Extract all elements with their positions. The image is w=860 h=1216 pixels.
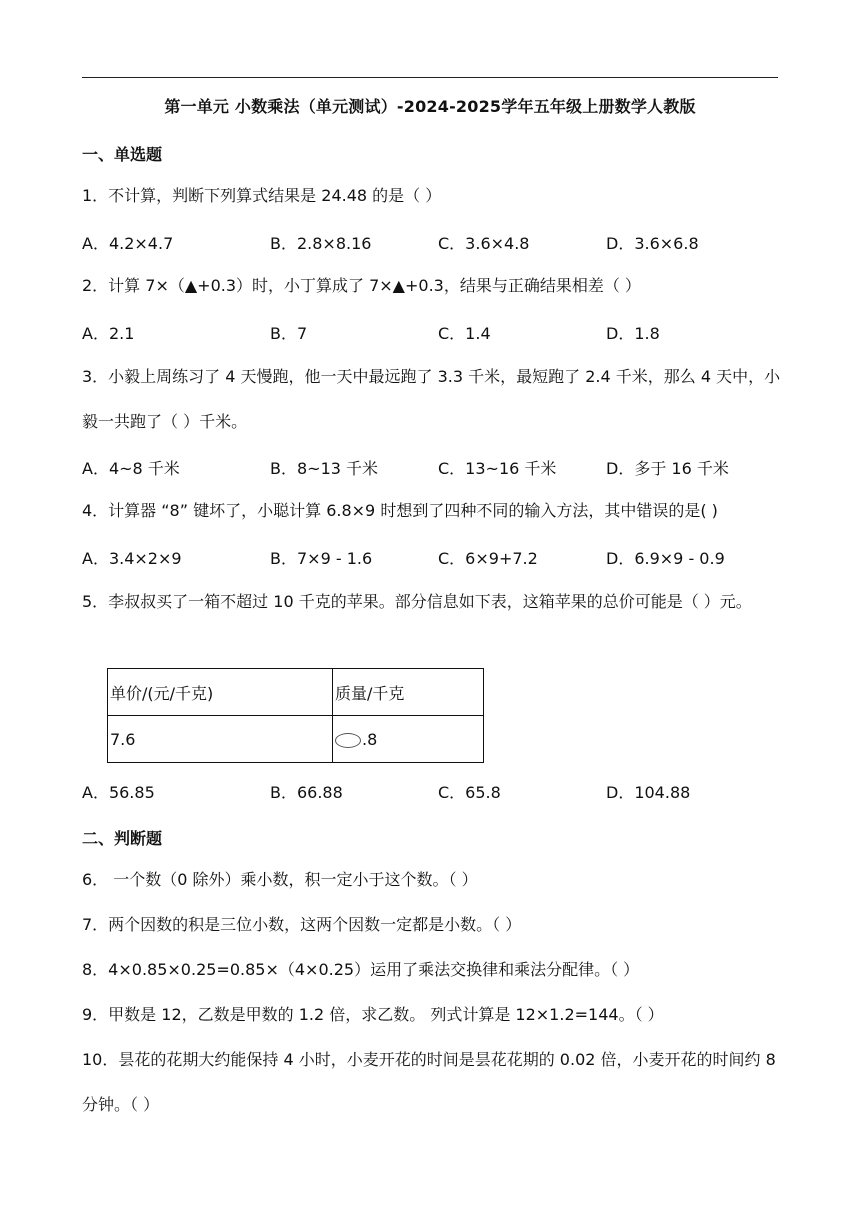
question-2: 2．计算 7×（▲+0.3）时，小丁算成了 7×▲+0.3，结果与正确结果相差（ ） [82, 276, 641, 295]
section-heading-single-choice: 一、单选题 [82, 145, 163, 164]
header-rule [82, 77, 778, 78]
q5-option-c: C．65.8 [438, 783, 501, 802]
question-9: 9．甲数是 12，乙数是甲数的 1.2 倍，求乙数。 列式计算是 12×1.2=144。（ ） [82, 1005, 664, 1024]
question-8: 8．4×0.85×0.25=0.85×（4×0.25）运用了乘法交换律和乘法分配律。（ ） [82, 960, 640, 979]
question-4: 4．计算器 “8” 键坏了，小聪计算 6.8×9 时想到了四种不同的输入方法，其中错误的是( ) [82, 501, 718, 520]
q3-option-b: B．8~13 千米 [270, 459, 379, 478]
q3-option-c: C．13~16 千米 [438, 459, 557, 478]
q1-option-d: D．3.6×6.8 [606, 234, 699, 253]
q4-option-d: D．6.9×9 - 0.9 [606, 549, 725, 568]
table-header-row [108, 669, 484, 716]
q2-option-d: D．1.8 [606, 324, 660, 343]
table-header-unit-price: 单价/(元/千克) [108, 669, 333, 716]
q4-option-a: A．3.4×2×9 [82, 549, 182, 568]
q5-option-b: B．66.88 [270, 783, 343, 802]
q3-option-a: A．4~8 千米 [82, 459, 180, 478]
q1-option-a: A．4.2×4.7 [82, 234, 174, 253]
q1-option-b: B．2.8×8.16 [270, 234, 372, 253]
section-heading-true-false: 二、判断题 [82, 829, 163, 848]
question-1: 1．不计算，判断下列算式结果是 24.48 的是（ ） [82, 186, 442, 205]
q1-option-c: C．3.6×4.8 [438, 234, 530, 253]
q2-option-a: A．2.1 [82, 324, 135, 343]
q2-option-b: B．7 [270, 324, 308, 343]
oval-blank-icon [335, 733, 361, 748]
question-5: 5．李叔叔买了一箱不超过 10 千克的苹果。部分信息如下表，这箱苹果的总价可能是（ ）元。 [82, 592, 752, 611]
q4-option-c: C．6×9+7.2 [438, 549, 538, 568]
q3-option-d: D．多于 16 千米 [606, 459, 729, 478]
table-cell-weight [333, 716, 484, 763]
weight-value: .8 [362, 729, 378, 749]
question-3: 3．小毅上周练习了 4 天慢跑，他一天中最远跑了 3.3 千米，最短跑了 2.4 千米，那么 4 天中，小毅一共跑了（ ）千米。 [82, 367, 781, 431]
page-title: 第一单元 小数乘法（单元测试）-2024-2025学年五年级上册数学人教版 [164, 97, 696, 116]
question-7: 7．两个因数的积是三位小数，这两个因数一定都是小数。（ ） [82, 915, 522, 934]
table-row [108, 716, 484, 763]
table-header-weight: 质量/千克 [333, 669, 484, 716]
price-weight-table [107, 668, 484, 763]
table-cell-unit-price: 7.6 [108, 716, 333, 763]
q4-option-b: B．7×9 - 1.6 [270, 549, 373, 568]
q5-option-d: D．104.88 [606, 783, 691, 802]
q2-option-c: C．1.4 [438, 324, 491, 343]
question-6: 6． 一个数（0 除外）乘小数，积一定小于这个数。（ ） [82, 870, 478, 889]
question-10: 10．昙花的花期大约能保持 4 小时，小麦开花的时间是昙花花期的 0.02 倍，小麦开花的时间约 8 分钟。（ ） [82, 1050, 776, 1114]
q5-option-a: A．56.85 [82, 783, 155, 802]
